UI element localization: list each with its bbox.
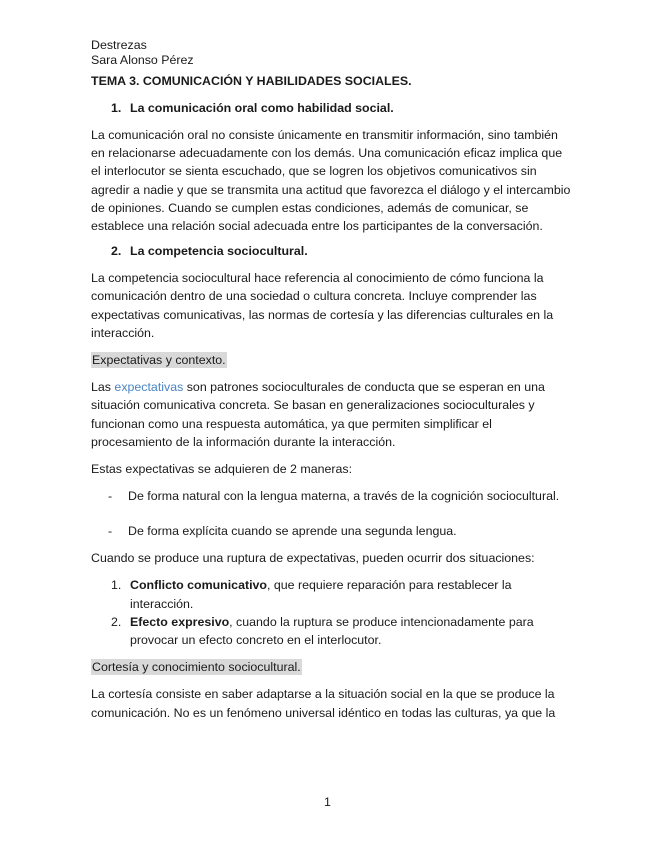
paragraph: Las expectativas son patrones socioculturales de conducta que se esperan en una situación comunicativa concreta. Se basan en generalizaciones socioculturales y funcionan como una respuesta automática, ya que permiten simplificar el procesamiento de la información durante la interacción.	[91, 380, 545, 449]
section-title: La competencia sociocultural.	[130, 244, 308, 259]
paragraph: Cuando se produce una ruptura de expectativas, pueden ocurrir dos situaciones:	[91, 551, 535, 566]
section-title: La comunicación oral como habilidad social.	[130, 101, 394, 115]
document-title: TEMA 3. COMUNICACIÓN Y HABILIDADES SOCIALES.	[91, 74, 412, 88]
paragraph: La cortesía consiste en saber adaptarse a la situación social en la que se produce la comunicación. No es un fenómeno universal idéntico en todas las culturas, ya que la	[91, 687, 556, 720]
header-author: Sara Alonso Pérez	[91, 53, 194, 67]
section-number: 2.	[111, 244, 122, 259]
list-item: - De forma explícita cuando se aprende una segunda lengua.	[108, 524, 457, 539]
list-item: - De forma natural con la lengua materna, a través de la cognición sociocultural.	[108, 489, 560, 504]
page-number: 1	[324, 795, 331, 809]
list-item: 1. Conflicto comunicativo, que requiere reparación para restablecer la interacción.	[111, 578, 512, 611]
section-number: 1.	[111, 101, 122, 115]
subheading-highlight: Expectativas y contexto.	[92, 353, 226, 368]
paragraph: La competencia sociocultural hace referencia al conocimiento de cómo funciona la comunicación dentro de una sociedad o cultura concreta. Incluye comprender las expectativas comunicativas, las normas de cortesía y las diferencias culturales en la interacción.	[91, 271, 554, 340]
subheading-highlight: Cortesía y conocimiento sociocultural.	[92, 660, 301, 675]
section-heading	[91, 244, 571, 259]
paragraph: La comunicación oral no consiste únicamente en transmitir información, sino también en relacionarse adecuadamente con los demás. Una comunicación eficaz implica que el interlocutor se sienta escuchado, que se logren los objetivos comunicativos sin agredir a nadie y que se transmita una actitud que favorezca el diálogo y el intercambio de opiniones. Cuando se cumplen estas condiciones, además de comunicar, se establece una relación social adecuada entre los participantes de la conversación.	[91, 128, 571, 234]
paragraph: Estas expectativas se adquieren de 2 maneras:	[91, 462, 353, 477]
section-heading	[91, 101, 571, 116]
expectativas-link[interactable]: expectativas	[114, 380, 184, 395]
document-page	[91, 38, 571, 722]
header-subject: Destrezas	[91, 38, 147, 52]
list-item: 2. Efecto expresivo, cuando la ruptura se produce intencionadamente para provocar un efecto concreto en el interlocutor.	[111, 614, 534, 648]
